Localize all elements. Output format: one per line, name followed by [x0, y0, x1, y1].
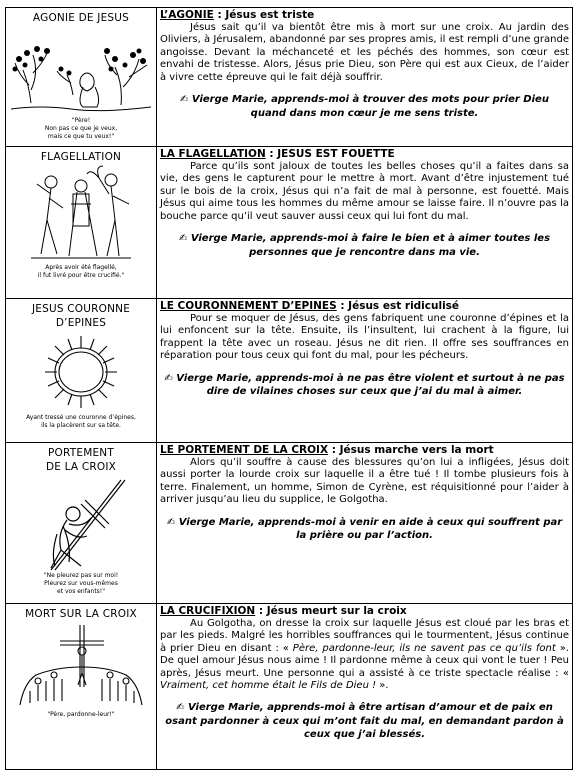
left-title: PORTEMENT DE LA CROIX	[45, 447, 117, 473]
text-cell	[157, 604, 573, 770]
text-cell	[157, 443, 573, 604]
section-text-part: ». De quel amour Jésus nous aime ! Il pardonne même à ceux qui vont le tuer ! Peu après, Jésus meurt. Une personne qui a assisté à ce triste spectacle réalise : «	[160, 642, 569, 679]
section-text-part: ».	[379, 680, 389, 692]
illustration-caption: "Père, pardonne-leur!"	[47, 711, 115, 718]
section-text-quote: Père, pardonne-leur, ils ne savent pas ce qu’ils font	[292, 642, 556, 654]
section-text: Parce qu’ils sont jaloux de toutes les belles choses qu’il a faites dans sa vie, des gens le capturent pour le mettre à mort. Avant d’être injustement tué sur le bois de la croix, Jésus qui n’a fait de mal à personne, est fouetté. Mais Jésus qui aime tous les hommes du même amour se laisse faire. Il n’ouvre pas la bouche parce qu’il veut sauver aussi ceux qui lui font du mal.	[160, 161, 569, 222]
section-text	[160, 618, 569, 692]
section-subheading: : Jésus marche vers la mort	[328, 444, 494, 456]
section-subheading: : JESUS EST FOUETTE	[265, 148, 395, 160]
mysteries-table	[5, 7, 573, 770]
illustration-cell	[6, 8, 157, 147]
section-title	[160, 148, 569, 161]
section-text-quote: Vraiment, cet homme était le Fils de Dieu !	[160, 680, 380, 692]
illustration-caption: Après avoir été flagellé, il fut livré pour être crucifié."	[37, 264, 125, 279]
text-cell	[157, 299, 573, 443]
section-title	[160, 605, 569, 618]
prayer-text: ✍ Vierge Marie, apprends-moi à faire le bien et à aimer toutes les personnes que je rencontre dans ma vie.	[178, 233, 551, 258]
cross-carrying-illustration	[21, 474, 141, 572]
section-heading: L’AGONIE	[160, 9, 214, 21]
illustration-cell	[6, 147, 157, 299]
section-heading: LA FLAGELLATION	[160, 148, 266, 160]
table-row	[6, 443, 573, 604]
illustration-cell	[6, 443, 157, 604]
section-text: Pour se moquer de Jésus, des gens fabriquent une couronne d’épines et la lui enfoncent sur la tête. Ensuite, ils l’insultent, lui crachent à la figure, lui frappent la tête avec un roseau. Jésus ne dit rien. Il offre ses souffrances en réparation pour tous ceux qui font du mal, pour les pécheurs.	[160, 313, 569, 362]
prayer-text: ✍ Vierge Marie, apprends-moi à trouver des mots pour prier Dieu quand dans mon cœur je me sens triste.	[180, 94, 549, 119]
section-subheading: : Jésus meurt sur la croix	[255, 605, 407, 617]
section-text-part: Au Golgotha, on dresse la croix sur laquelle Jésus est cloué par les bras et par les pieds. Malgré les horribles souffrances qui le tourmentent, Jésus continue à prier Dieu en disant : «	[160, 618, 569, 654]
section-heading: LE COURONNEMENT D’EPINES	[160, 300, 337, 312]
section-heading: LA CRUCIFIXION	[160, 605, 256, 617]
left-title: AGONIE DE JESUS	[32, 12, 130, 24]
section-title	[160, 300, 569, 313]
prayer-text: ✍ Vierge Marie, apprends-moi à venir en aide à ceux qui souffrent par la prière ou par l’action.	[166, 516, 563, 542]
olive-garden-illustration	[11, 25, 151, 117]
table-row	[6, 147, 573, 299]
section-heading: LE PORTEMENT DE LA CROIX	[160, 444, 329, 456]
crown-of-thorns-illustration	[36, 330, 126, 414]
left-title: JESUS COURONNE D’EPINES	[31, 303, 131, 329]
illustration-caption: "Père! Non pas ce que je veux, mais ce que tu veux!"	[44, 117, 118, 140]
table-row	[6, 604, 573, 770]
text-cell	[157, 8, 573, 147]
prayer-text: ✍ Vierge Marie, apprends-moi à être artisan d’amour et de paix en osant pardonner à ceux qui m’ont fait du mal, en demandant pardon à ceux que j’ai blessés.	[165, 702, 564, 741]
section-subheading: : Jésus est ridiculisé	[336, 300, 460, 312]
section-text: Alors qu’il souffre à cause des blessures qu’on lui a infligées, Jésus doit aussi porter la lourde croix sur laquelle il a être tué ! Il tombe plusieurs fois à terre. Finalement, un homme, Simon de Cyrène, est réquisitionné pour l’aider à arriver jusqu’au lieu du supplice, le Golgotha.	[160, 457, 569, 506]
section-title	[160, 9, 569, 22]
section-title	[160, 444, 569, 457]
flagellation-illustration	[21, 164, 141, 264]
section-subheading: : Jésus est triste	[213, 9, 315, 21]
left-title: MORT SUR LA CROIX	[25, 608, 137, 620]
table-row	[6, 299, 573, 443]
section-text: Jésus sait qu’il va bientôt être mis à mort sur une croix. Au jardin des Oliviers, à Jérusalem, abandonné par ses propres amis, il est rempli d’une grande angoisse. Devant la méchanceté et les péchés des hommes, son cœur est envahi de tristesse. Alors, Jésus prie Dieu, son Père qui est aux Cieux, de l’aider à vivre cette épreuve qui le fait déjà souffrir.	[160, 22, 569, 83]
illustration-caption: "Ne pleurez pas sur moi! Pleurez sur vous-mêmes et vos enfants!"	[43, 572, 119, 595]
illustration-cell	[6, 299, 157, 443]
illustration-caption: Ayant tressé une couronne d’épines, ils la placèrent sur sa tête.	[26, 414, 136, 429]
page	[5, 7, 570, 770]
left-title: FLAGELLATION	[40, 151, 122, 163]
table-row	[6, 8, 573, 147]
crucifixion-illustration	[16, 621, 146, 707]
prayer-text: ✍ Vierge Marie, apprends-moi à ne pas être violent et surtout à ne pas dire de vilaines choses sur ceux que j’ai du mal à aimer.	[164, 372, 565, 398]
text-cell	[157, 147, 573, 299]
illustration-cell	[6, 604, 157, 770]
